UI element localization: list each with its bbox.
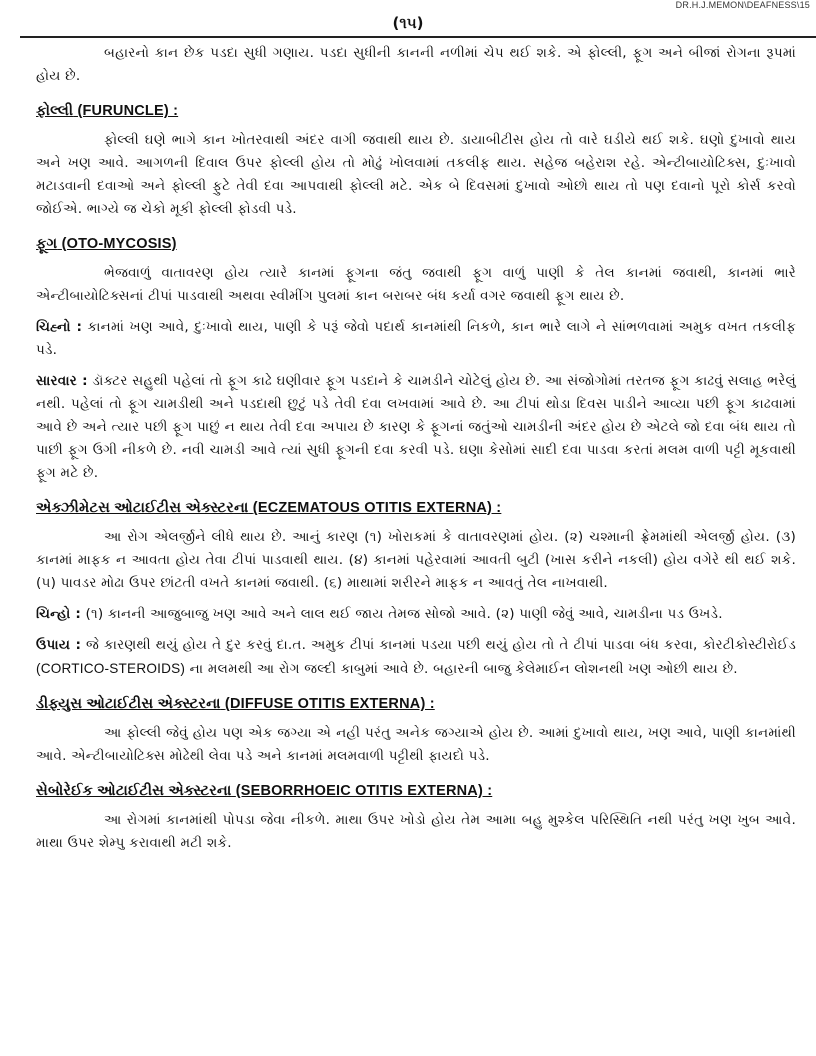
symptoms-label: ચિન્હો : — [36, 606, 81, 622]
document-body — [36, 42, 796, 855]
symptoms-text: કાનમાં ખણ આવે, દુઃખાવો થાય, પાણી કે પરૂં જેવો પદાર્થ કાનમાંથી નિકળે, કાન ભારે લાગે ને સાંભળવામાં અમુક વખત તકલીફ પડે. — [36, 319, 796, 358]
section-heading-eczematous — [36, 497, 796, 520]
heading-gujarati: ડીફ્યુસ ઓટાઈટીસ એક્સ્ટરના — [36, 696, 221, 712]
symptoms-label: ચિહ્નો : — [36, 319, 83, 335]
section-heading-diffuse — [36, 693, 796, 716]
heading-english: (DIFFUSE OTITIS EXTERNA) : — [224, 696, 435, 712]
heading-gujarati: એક્ઝીમેટસ ઓટાઈટીસ એક્સ્ટરના — [36, 500, 249, 516]
eczematous-paragraph: આ રોગ એલર્જીને લીધે થાય છે. આનું કારણ (૧) ખોરાકમાં કે વાતાવરણમાં હોય. (૨) ચશ્માની ફ્રેમમાંથી એલર્જી હોય. (૩) કાનમાં માફક ન આવતા હોય તેવા ટીપાં પાડવાથી થાય. (૪) કાનમાં પહેરવામાં આવતી બુટી (ખાસ કરીને નકલી) હોય વગેરે થી થઈ શકે. (૫) પાવડર મોઢા ઉપર છાંટતી વખતે કાનમાં જવાથી. (૬) માથામાં શરીરને માફક ન આવતું તેલ નાખવાથી. — [36, 529, 796, 591]
eczematous-remedy — [36, 634, 796, 681]
heading-gujarati: ફૂગ — [36, 236, 58, 252]
heading-english: (FURUNCLE) : — [77, 103, 179, 119]
file-path-label: DR.H.J.MEMON\DEAFNESS\15 — [675, 0, 810, 10]
treatment-label: સારવાર : — [36, 373, 88, 389]
page-number: (૧૫) — [392, 14, 424, 32]
eczematous-symptoms — [36, 603, 796, 626]
treatment-text: ડૉક્ટર સહુથી પહેલાં તો ફૂગ કાઢે ઘણીવાર ફૂગ પડદાને કે ચામડીને ચોટેલું હોય છે. આ સંજોગોમાં તરતજ ફૂગ કાઢવું સલાહ ભરેલું નથી. પહેલાં તો ફૂગ ચામડીથી અને પડદાથી છુટું પડે તેવી દવા લખવામાં આવે છે. આ ટીપાં થોડા દિવસ પાડીને આવ્યા પછી ફૂગ કાઢવામાં આવે છે અને ત્યાર પછી ફૂગ પાછું ન થાય તેવી દવા અપાય છે કારણ કે ફૂગનાં જતુંઓ ચામડીની અંદર હોય છે એટલે જો દવા બંધ થાય તો પાછી ફૂગ ઉગી નીકળે છે. નવી ચામડી આવે ત્યાં સુધી ફૂગની દવા કરવી પડે. ઘણા કેસોમાં સાદી દવા પાડવા કરતાં મલમ વાળી પટ્ટી મૂકવાથી ફૂગ મટે છે. — [36, 373, 796, 481]
seborrhoeic-paragraph: આ રોગમાં કાનમાંથી પોપડા જેવા નીકળે. માથા ઉપર ખોડો હોય તેમ આમા બહુ મુશ્કેલ પરિસ્થિતિ નથી પરંતુ ખણ ખુબ આવે. માથા ઉપર શેમ્પુ કરાવાથી મટી શકે. — [36, 812, 796, 851]
otomycosis-treatment — [36, 370, 796, 485]
remedy-text-part1: જે કારણથી થયું હોય તે દુર કરવું દા.ત. અમુક ટીપાં કાનમાં પડયા પછી થયું હોય તો તે ટીપાં પાડવા બંધ કરવા, કોરટીકોસ્ટીરોઈડ — [86, 637, 796, 653]
remedy-text-part2: ના મલમથી આ રોગ જલ્દી કાબુમાં આવે છે. બહારની બાજુ કેલેમાઈન લોશનથી ખણ ઓછી થાય છે. — [189, 661, 738, 677]
furuncle-paragraph: ફોલ્લી ઘણે ભાગે કાન ખોતરવાથી અંદર વાગી જવાથી થાય છે. ડાયાબીટીસ હોય તો વારે ઘડીયે થઈ શકે. ઘણો દુખાવો થાય અને ખણ આવે. આગળની દિવાલ ઉપર ફોલ્લી હોય તો મોઢું ખોલવામાં તકલીફ થાય. સહેજ બહેરાશ રહે. એન્ટીબાયોટિક્સ, દુઃખાવો મટાડવાની દવાઓ અને ફોલ્લી ફુટે તેવી દવા આપવાથી ફોલ્લી મટે. એક બે દિવસમાં દુખાવો ઓછો થાય તો પણ દવાનો પૂરો કોર્સ કરવો જોઈએ. ભાગ્યે જ ચેકો મૂકી ફોલ્લી ફોડવી પડે. — [36, 132, 796, 217]
intro-paragraph: બહારનો કાન છેક પડદા સુધી ગણાય. પડદા સુધીની કાનની નળીમાં ચેપ થઈ શકે. એ ફોલ્લી, ફૂગ અને બીજાં રોગના રૂપમાં હોય છે. — [36, 45, 796, 84]
header-divider — [20, 36, 816, 38]
heading-gujarati: સેબોરેઈક ઓટાઈટીસ એક્સ્ટરના — [36, 783, 232, 799]
remedy-english-term: (CORTICO-STEROIDS) — [36, 661, 186, 676]
diffuse-paragraph: આ ફોલ્લી જેવું હોય પણ એક જગ્યા એ નહી પરંતુ અનેક જગ્યાએ હોય છે. આમાં દુખાવો થાય, ખણ આવે, પાણી કાનમાંથી આવે. એન્ટીબાયોટિક્સ મોઢેથી લેવા પડે અને કાનમાં મલમવાળી પટ્ટીથી ફાયદો પડે. — [36, 725, 796, 764]
section-heading-furuncle — [36, 100, 796, 123]
symptoms-text: (૧) કાનની આજુબાજુ ખણ આવે અને લાલ થઈ જાય તેમજ સોજો આવે. (૨) પાણી જેવું આવે, ચામડીના પડ ઉખડે. — [85, 606, 723, 622]
heading-english: (OTO-MYCOSIS) — [61, 236, 177, 252]
otomycosis-symptoms — [36, 316, 796, 362]
heading-english: (ECZEMATOUS OTITIS EXTERNA) : — [252, 500, 502, 516]
section-heading-otomycosis — [36, 233, 796, 256]
heading-english: (SEBORRHOEIC OTITIS EXTERNA) : — [235, 783, 493, 799]
otomycosis-paragraph: ભેજવાળું વાતાવરણ હોય ત્યારે કાનમાં ફૂગના જંતુ જવાથી ફૂગ વાળું પાણી કે તેલ કાનમાં જવાથી, કાનમાં ભારે એન્ટીબાયોટિક્સનાં ટીપાં પાડવાથી અથવા સ્વીમીંગ પુલમાં કાન બરાબર બંધ કર્યા વગર જવાથી ફૂગ થાય છે. — [36, 265, 796, 304]
remedy-label: ઉપાય : — [36, 637, 82, 653]
heading-gujarati: ફોલ્લી — [36, 103, 74, 119]
section-heading-seborrhoeic — [36, 780, 796, 803]
